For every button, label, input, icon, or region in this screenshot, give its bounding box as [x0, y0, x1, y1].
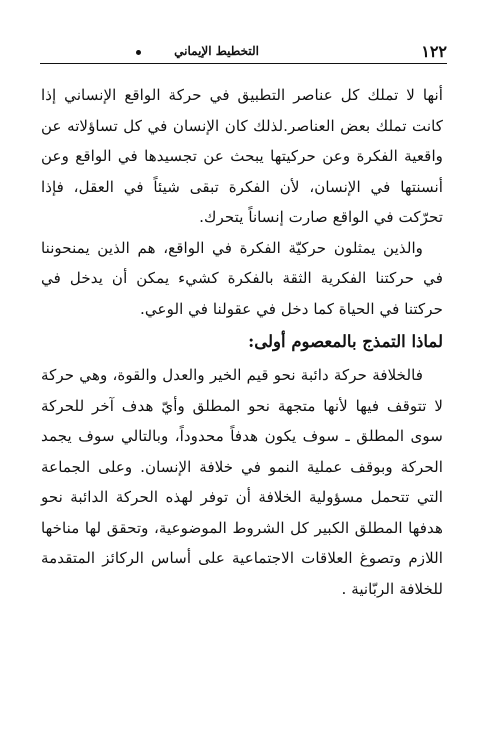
- page-header: [40, 40, 447, 64]
- running-title: التخطيط الإيماني: [174, 44, 259, 58]
- paragraph-2: والذين يمثلون حركيّة الفكرة في الواقع، هم الذين يمنحوننا في حركتنا الفكرية الثقة بالفكرة كشيء يمكن أن يدخل في حركتنا في الحياة كما دخل في عقولنا في الوعي.: [41, 238, 443, 318]
- header-dot-ornament: [136, 50, 141, 55]
- paragraph-1: أنها لا تملك كل عناصر التطبيق في حركة الواقع الإنساني إذا كانت تملك بعض العناصر.لذلك كان الإنسان في كل تساؤلاته عن واقعية الفكرة وعن حركيتها يبحث عن تجسيدها في الواقع وعن أنسنتها في الإنسان، لأن الفكرة تبقى شيئاً في العقل، فإذا تحرّكت في الواقع صارت إنساناً يتحرك.: [41, 86, 443, 226]
- section-subheading: لماذا التمذج بالمعصوم أولى:: [248, 332, 443, 351]
- page-number: ١٢٢: [421, 42, 447, 61]
- paragraph-3: فالخلافة حركة دائبة نحو قيم الخير والعدل والقوة، وهي حركة لا تتوقف فيها لأنها متجهة نحو المطلق وأيّ هدف آخر للحركة سوى المطلق ـ سوف يكون هدفاً محدوداً، وبالتالي سوف يجمد الحركة وبوقف عملية النمو في خلافة الإنسان. وعلى الجماعة التي تتحمل مسؤولية الخلافة أن توفر لهذه الحركة الدائبة نحو هدفها المطلق الكبير كل الشروط الموضوعية، وتحقق لها مناخها اللازم وتصوغ العلاقات الاجتماعية على أساس الركائز المتقدمة للخلافة الربّانية .: [41, 366, 443, 598]
- header-rule: [40, 63, 447, 64]
- page-body: [41, 80, 443, 604]
